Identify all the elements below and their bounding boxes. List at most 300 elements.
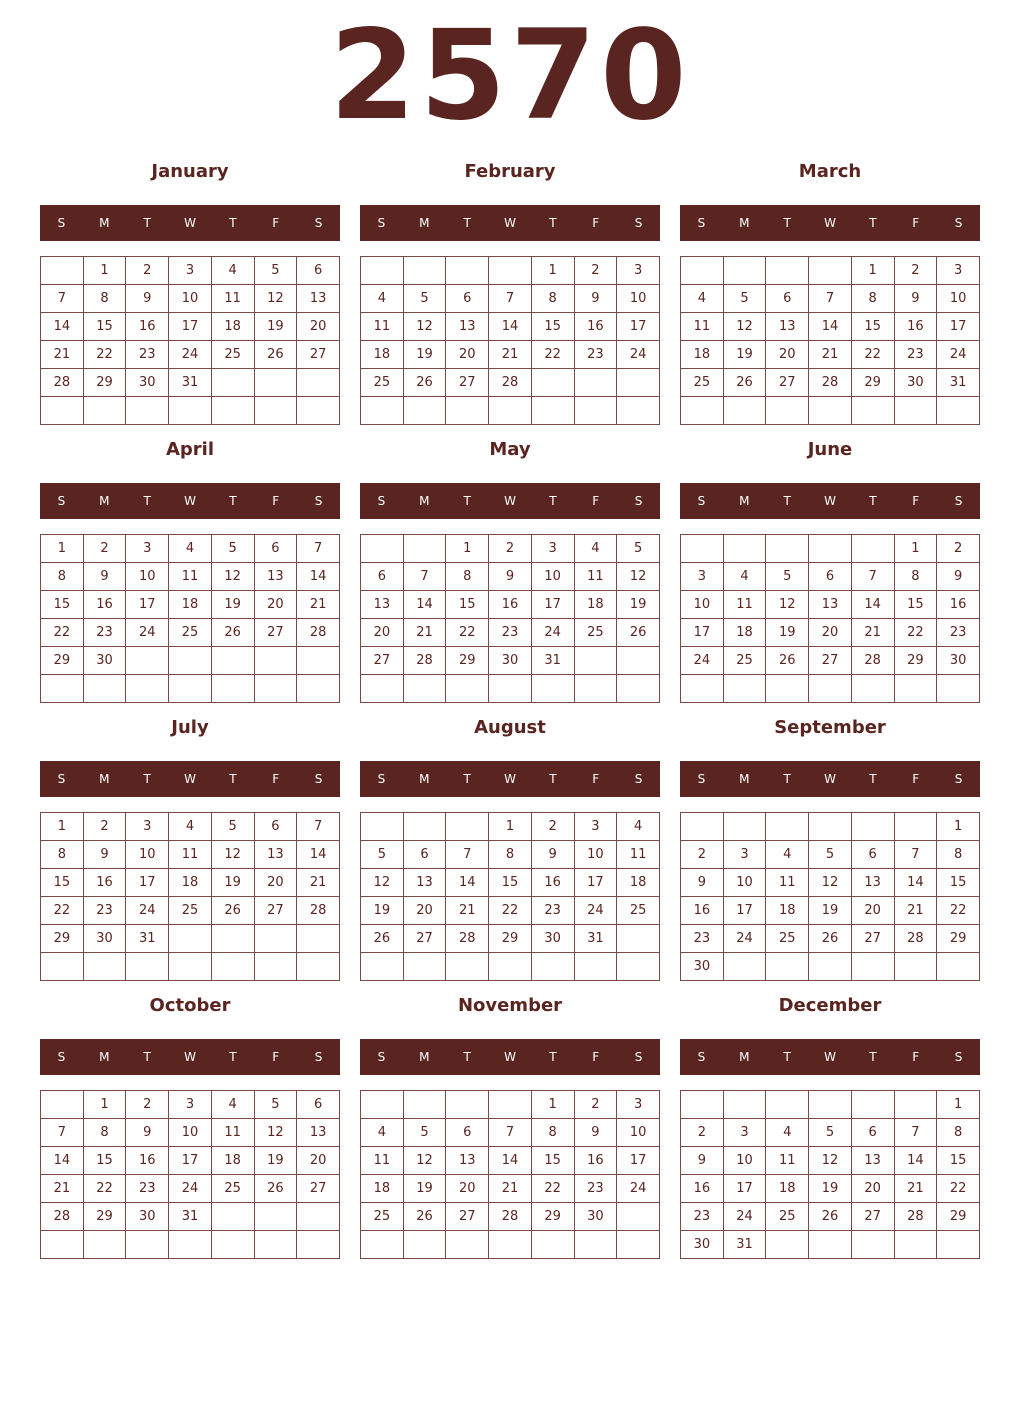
day-cell: 19 bbox=[254, 313, 297, 341]
weekday-label: T bbox=[229, 772, 237, 786]
day-cell: 4 bbox=[211, 1091, 254, 1119]
week-row bbox=[361, 313, 660, 341]
day-cell: 20 bbox=[403, 897, 446, 925]
day-cell: 24 bbox=[681, 647, 724, 675]
day-cell: 13 bbox=[446, 1147, 489, 1175]
day-cell: 7 bbox=[446, 841, 489, 869]
weekday-label: M bbox=[419, 494, 430, 508]
day-cell: 10 bbox=[169, 285, 212, 313]
day-cell: 31 bbox=[169, 1203, 212, 1231]
day-cell: 25 bbox=[617, 897, 660, 925]
day-cell: 15 bbox=[83, 1147, 126, 1175]
weekday-header bbox=[360, 483, 660, 519]
week-row bbox=[361, 897, 660, 925]
empty-cell bbox=[297, 647, 340, 675]
day-grid bbox=[680, 256, 980, 425]
empty-cell bbox=[403, 675, 446, 703]
empty-cell bbox=[41, 1231, 84, 1259]
day-cell: 17 bbox=[169, 1147, 212, 1175]
day-cell: 22 bbox=[937, 1175, 980, 1203]
empty-cell bbox=[851, 1231, 894, 1259]
day-cell: 29 bbox=[489, 925, 532, 953]
day-cell: 5 bbox=[254, 1091, 297, 1119]
empty-cell bbox=[211, 953, 254, 981]
day-cell: 9 bbox=[894, 285, 937, 313]
empty-cell bbox=[361, 1091, 404, 1119]
day-cell: 2 bbox=[126, 1091, 169, 1119]
weekday-label: M bbox=[419, 1050, 430, 1064]
day-cell: 28 bbox=[851, 647, 894, 675]
empty-cell bbox=[766, 675, 809, 703]
day-cell: 12 bbox=[254, 285, 297, 313]
day-cell: 23 bbox=[894, 341, 937, 369]
weekday-label: F bbox=[592, 216, 600, 230]
week-row bbox=[41, 1147, 340, 1175]
empty-cell bbox=[681, 397, 724, 425]
week-row bbox=[41, 397, 340, 425]
day-cell: 4 bbox=[574, 535, 617, 563]
day-cell: 20 bbox=[297, 1147, 340, 1175]
day-cell: 24 bbox=[937, 341, 980, 369]
week-row bbox=[681, 563, 980, 591]
day-cell: 25 bbox=[681, 369, 724, 397]
day-cell: 24 bbox=[169, 341, 212, 369]
day-cell: 19 bbox=[211, 591, 254, 619]
empty-cell bbox=[126, 397, 169, 425]
week-row bbox=[361, 369, 660, 397]
day-cell: 17 bbox=[126, 591, 169, 619]
day-cell: 1 bbox=[489, 813, 532, 841]
empty-cell bbox=[254, 1231, 297, 1259]
day-cell: 26 bbox=[403, 369, 446, 397]
week-row bbox=[41, 285, 340, 313]
day-cell: 7 bbox=[894, 1119, 937, 1147]
empty-cell bbox=[809, 813, 852, 841]
day-cell: 8 bbox=[531, 285, 574, 313]
empty-cell bbox=[169, 675, 212, 703]
weekday-label: S bbox=[954, 216, 963, 230]
day-cell: 25 bbox=[574, 619, 617, 647]
day-cell: 20 bbox=[851, 897, 894, 925]
year-title: 2570 bbox=[329, 4, 691, 148]
week-row bbox=[681, 675, 980, 703]
empty-cell bbox=[681, 257, 724, 285]
empty-cell bbox=[723, 1091, 766, 1119]
day-cell: 22 bbox=[851, 341, 894, 369]
weekday-header bbox=[360, 1039, 660, 1075]
empty-cell bbox=[446, 953, 489, 981]
empty-cell bbox=[446, 813, 489, 841]
day-cell: 20 bbox=[446, 1175, 489, 1203]
empty-cell bbox=[211, 369, 254, 397]
day-grid bbox=[360, 812, 660, 981]
weekday-label: T bbox=[869, 1050, 877, 1064]
day-cell: 29 bbox=[83, 1203, 126, 1231]
day-cell: 3 bbox=[169, 1091, 212, 1119]
week-row bbox=[681, 1203, 980, 1231]
day-cell: 11 bbox=[169, 563, 212, 591]
day-cell: 22 bbox=[489, 897, 532, 925]
day-cell: 25 bbox=[766, 1203, 809, 1231]
week-row bbox=[41, 1119, 340, 1147]
empty-cell bbox=[809, 535, 852, 563]
day-cell: 10 bbox=[723, 1147, 766, 1175]
empty-cell bbox=[361, 813, 404, 841]
day-cell: 13 bbox=[254, 563, 297, 591]
day-cell: 28 bbox=[809, 369, 852, 397]
empty-cell bbox=[617, 397, 660, 425]
day-cell: 27 bbox=[809, 647, 852, 675]
day-cell: 14 bbox=[851, 591, 894, 619]
weekday-label: F bbox=[272, 494, 280, 508]
day-cell: 20 bbox=[297, 313, 340, 341]
empty-cell bbox=[723, 953, 766, 981]
weekday-label: T bbox=[549, 494, 557, 508]
day-cell: 12 bbox=[723, 313, 766, 341]
day-cell: 18 bbox=[211, 1147, 254, 1175]
day-cell: 23 bbox=[531, 897, 574, 925]
weekday-label: W bbox=[184, 1050, 196, 1064]
day-cell: 18 bbox=[723, 619, 766, 647]
day-cell: 23 bbox=[83, 619, 126, 647]
week-row bbox=[361, 591, 660, 619]
weekday-header bbox=[680, 205, 980, 241]
weekday-label: S bbox=[634, 772, 643, 786]
empty-cell bbox=[254, 369, 297, 397]
weekday-label: T bbox=[549, 216, 557, 230]
weekday-label: S bbox=[377, 772, 386, 786]
day-cell: 23 bbox=[126, 341, 169, 369]
day-cell: 18 bbox=[361, 1175, 404, 1203]
weekday-label: W bbox=[504, 216, 516, 230]
weekday-label: W bbox=[824, 216, 836, 230]
week-row bbox=[681, 1147, 980, 1175]
week-row bbox=[361, 1231, 660, 1259]
day-cell: 28 bbox=[297, 897, 340, 925]
day-cell: 28 bbox=[489, 369, 532, 397]
day-cell: 14 bbox=[41, 313, 84, 341]
day-cell: 8 bbox=[937, 1119, 980, 1147]
day-cell: 5 bbox=[211, 535, 254, 563]
day-cell: 31 bbox=[574, 925, 617, 953]
day-cell: 14 bbox=[489, 313, 532, 341]
day-cell: 22 bbox=[531, 341, 574, 369]
weekday-label: F bbox=[912, 494, 920, 508]
day-cell: 16 bbox=[531, 869, 574, 897]
day-cell: 3 bbox=[126, 535, 169, 563]
day-cell: 3 bbox=[937, 257, 980, 285]
day-cell: 24 bbox=[723, 1203, 766, 1231]
day-cell: 15 bbox=[446, 591, 489, 619]
day-cell: 21 bbox=[851, 619, 894, 647]
day-cell: 24 bbox=[723, 925, 766, 953]
week-row bbox=[681, 313, 980, 341]
weekday-label: T bbox=[783, 772, 791, 786]
week-row bbox=[41, 341, 340, 369]
day-cell: 13 bbox=[254, 841, 297, 869]
week-row bbox=[41, 897, 340, 925]
day-cell: 19 bbox=[617, 591, 660, 619]
empty-cell bbox=[83, 675, 126, 703]
empty-cell bbox=[254, 925, 297, 953]
day-cell: 12 bbox=[254, 1119, 297, 1147]
day-cell: 3 bbox=[574, 813, 617, 841]
day-cell: 10 bbox=[723, 869, 766, 897]
day-cell: 16 bbox=[681, 1175, 724, 1203]
weekday-header bbox=[680, 483, 980, 519]
day-cell: 12 bbox=[211, 563, 254, 591]
day-cell: 21 bbox=[446, 897, 489, 925]
day-cell: 23 bbox=[937, 619, 980, 647]
day-cell: 26 bbox=[403, 1203, 446, 1231]
empty-cell bbox=[403, 1231, 446, 1259]
empty-cell bbox=[403, 953, 446, 981]
day-cell: 13 bbox=[403, 869, 446, 897]
day-cell: 21 bbox=[489, 1175, 532, 1203]
day-cell: 15 bbox=[531, 1147, 574, 1175]
day-cell: 27 bbox=[297, 341, 340, 369]
day-cell: 7 bbox=[894, 841, 937, 869]
empty-cell bbox=[403, 1091, 446, 1119]
day-cell: 11 bbox=[723, 591, 766, 619]
week-row bbox=[681, 397, 980, 425]
day-cell: 26 bbox=[809, 925, 852, 953]
empty-cell bbox=[574, 647, 617, 675]
day-cell: 25 bbox=[766, 925, 809, 953]
empty-cell bbox=[297, 369, 340, 397]
weekday-label: M bbox=[419, 216, 430, 230]
weekday-label: T bbox=[463, 772, 471, 786]
weekday-label: S bbox=[57, 1050, 66, 1064]
weekday-label: S bbox=[697, 216, 706, 230]
day-cell: 10 bbox=[937, 285, 980, 313]
day-cell: 6 bbox=[851, 1119, 894, 1147]
day-cell: 5 bbox=[617, 535, 660, 563]
day-cell: 6 bbox=[254, 813, 297, 841]
empty-cell bbox=[297, 1231, 340, 1259]
day-cell: 7 bbox=[851, 563, 894, 591]
empty-cell bbox=[446, 1231, 489, 1259]
day-cell: 16 bbox=[83, 591, 126, 619]
day-cell: 17 bbox=[617, 313, 660, 341]
day-cell: 28 bbox=[41, 369, 84, 397]
day-cell: 17 bbox=[723, 1175, 766, 1203]
day-cell: 29 bbox=[83, 369, 126, 397]
weekday-label: T bbox=[143, 1050, 151, 1064]
empty-cell bbox=[403, 257, 446, 285]
day-cell: 4 bbox=[723, 563, 766, 591]
day-cell: 13 bbox=[297, 285, 340, 313]
month-title: September bbox=[774, 717, 886, 738]
day-cell: 5 bbox=[254, 257, 297, 285]
empty-cell bbox=[169, 397, 212, 425]
weekday-label: S bbox=[314, 216, 323, 230]
empty-cell bbox=[617, 953, 660, 981]
empty-cell bbox=[169, 1231, 212, 1259]
day-cell: 1 bbox=[937, 1091, 980, 1119]
day-cell: 8 bbox=[531, 1119, 574, 1147]
weekday-label: T bbox=[869, 494, 877, 508]
week-row bbox=[41, 313, 340, 341]
day-cell: 4 bbox=[617, 813, 660, 841]
weekday-label: F bbox=[592, 772, 600, 786]
weekday-label: T bbox=[143, 216, 151, 230]
week-row bbox=[41, 841, 340, 869]
week-row bbox=[681, 285, 980, 313]
week-row bbox=[361, 285, 660, 313]
day-cell: 7 bbox=[41, 1119, 84, 1147]
day-cell: 24 bbox=[617, 341, 660, 369]
month-title: August bbox=[474, 717, 546, 738]
day-cell: 16 bbox=[574, 313, 617, 341]
empty-cell bbox=[894, 1091, 937, 1119]
month-title: October bbox=[149, 995, 231, 1016]
day-cell: 30 bbox=[489, 647, 532, 675]
day-cell: 5 bbox=[809, 1119, 852, 1147]
weekday-label: M bbox=[99, 1050, 110, 1064]
day-cell: 22 bbox=[937, 897, 980, 925]
day-cell: 14 bbox=[403, 591, 446, 619]
empty-cell bbox=[894, 813, 937, 841]
month-title: November bbox=[457, 995, 563, 1016]
week-row bbox=[41, 953, 340, 981]
day-cell: 28 bbox=[894, 1203, 937, 1231]
day-cell: 26 bbox=[361, 925, 404, 953]
weekday-header bbox=[360, 761, 660, 797]
empty-cell bbox=[766, 813, 809, 841]
week-row bbox=[361, 341, 660, 369]
day-cell: 10 bbox=[574, 841, 617, 869]
week-row bbox=[41, 647, 340, 675]
day-cell: 31 bbox=[126, 925, 169, 953]
day-cell: 21 bbox=[297, 591, 340, 619]
day-cell: 7 bbox=[403, 563, 446, 591]
empty-cell bbox=[723, 813, 766, 841]
day-cell: 24 bbox=[169, 1175, 212, 1203]
empty-cell bbox=[894, 953, 937, 981]
empty-cell bbox=[681, 675, 724, 703]
day-cell: 8 bbox=[83, 285, 126, 313]
weekday-label: S bbox=[697, 494, 706, 508]
empty-cell bbox=[937, 397, 980, 425]
day-cell: 14 bbox=[894, 869, 937, 897]
empty-cell bbox=[41, 1091, 84, 1119]
weekday-label: F bbox=[272, 772, 280, 786]
weekday-label: S bbox=[377, 1050, 386, 1064]
day-cell: 16 bbox=[126, 1147, 169, 1175]
empty-cell bbox=[211, 1231, 254, 1259]
day-cell: 28 bbox=[446, 925, 489, 953]
day-cell: 15 bbox=[531, 313, 574, 341]
day-cell: 11 bbox=[211, 1119, 254, 1147]
day-cell: 18 bbox=[169, 869, 212, 897]
month-title: March bbox=[798, 161, 862, 182]
day-cell: 20 bbox=[446, 341, 489, 369]
day-cell: 14 bbox=[297, 563, 340, 591]
empty-cell bbox=[723, 397, 766, 425]
empty-cell bbox=[83, 953, 126, 981]
day-cell: 18 bbox=[617, 869, 660, 897]
day-cell: 1 bbox=[83, 1091, 126, 1119]
month-title: April bbox=[165, 439, 215, 460]
weekday-label: W bbox=[504, 494, 516, 508]
weekday-label: T bbox=[229, 1050, 237, 1064]
day-cell: 9 bbox=[531, 841, 574, 869]
day-cell: 19 bbox=[723, 341, 766, 369]
weekday-label: W bbox=[184, 772, 196, 786]
day-cell: 30 bbox=[681, 953, 724, 981]
week-row bbox=[681, 1175, 980, 1203]
empty-cell bbox=[83, 397, 126, 425]
weekday-label: S bbox=[634, 1050, 643, 1064]
empty-cell bbox=[446, 1091, 489, 1119]
weekday-label: T bbox=[783, 216, 791, 230]
day-cell: 19 bbox=[809, 1175, 852, 1203]
day-cell: 19 bbox=[211, 869, 254, 897]
weekday-label: T bbox=[783, 494, 791, 508]
empty-cell bbox=[361, 1231, 404, 1259]
week-row bbox=[361, 925, 660, 953]
empty-cell bbox=[937, 1231, 980, 1259]
week-row bbox=[681, 897, 980, 925]
week-row bbox=[361, 535, 660, 563]
empty-cell bbox=[361, 397, 404, 425]
week-row bbox=[681, 869, 980, 897]
weekday-label: M bbox=[739, 216, 750, 230]
weekday-label: S bbox=[57, 216, 66, 230]
empty-cell bbox=[126, 675, 169, 703]
day-cell: 11 bbox=[766, 1147, 809, 1175]
day-grid bbox=[360, 1090, 660, 1259]
week-row bbox=[361, 257, 660, 285]
day-cell: 18 bbox=[766, 897, 809, 925]
weekday-label: S bbox=[57, 494, 66, 508]
day-cell: 11 bbox=[574, 563, 617, 591]
day-cell: 8 bbox=[41, 841, 84, 869]
week-row bbox=[41, 619, 340, 647]
empty-cell bbox=[489, 257, 532, 285]
month-title: May bbox=[489, 439, 531, 460]
day-cell: 5 bbox=[723, 285, 766, 313]
weekday-label: S bbox=[314, 772, 323, 786]
day-cell: 9 bbox=[574, 285, 617, 313]
week-row bbox=[41, 1203, 340, 1231]
empty-cell bbox=[489, 1091, 532, 1119]
day-cell: 27 bbox=[851, 1203, 894, 1231]
empty-cell bbox=[766, 257, 809, 285]
day-cell: 22 bbox=[41, 619, 84, 647]
empty-cell bbox=[211, 397, 254, 425]
day-cell: 12 bbox=[403, 313, 446, 341]
empty-cell bbox=[531, 369, 574, 397]
empty-cell bbox=[894, 397, 937, 425]
month-title: June bbox=[807, 439, 853, 460]
week-row bbox=[361, 675, 660, 703]
day-cell: 17 bbox=[169, 313, 212, 341]
weekday-label: T bbox=[549, 1050, 557, 1064]
day-cell: 23 bbox=[681, 1203, 724, 1231]
day-cell: 22 bbox=[894, 619, 937, 647]
weekday-label: T bbox=[869, 216, 877, 230]
day-cell: 9 bbox=[83, 563, 126, 591]
empty-cell bbox=[297, 397, 340, 425]
weekday-label: M bbox=[99, 494, 110, 508]
week-row bbox=[41, 675, 340, 703]
empty-cell bbox=[41, 675, 84, 703]
day-cell: 17 bbox=[617, 1147, 660, 1175]
empty-cell bbox=[489, 953, 532, 981]
day-cell: 31 bbox=[723, 1231, 766, 1259]
